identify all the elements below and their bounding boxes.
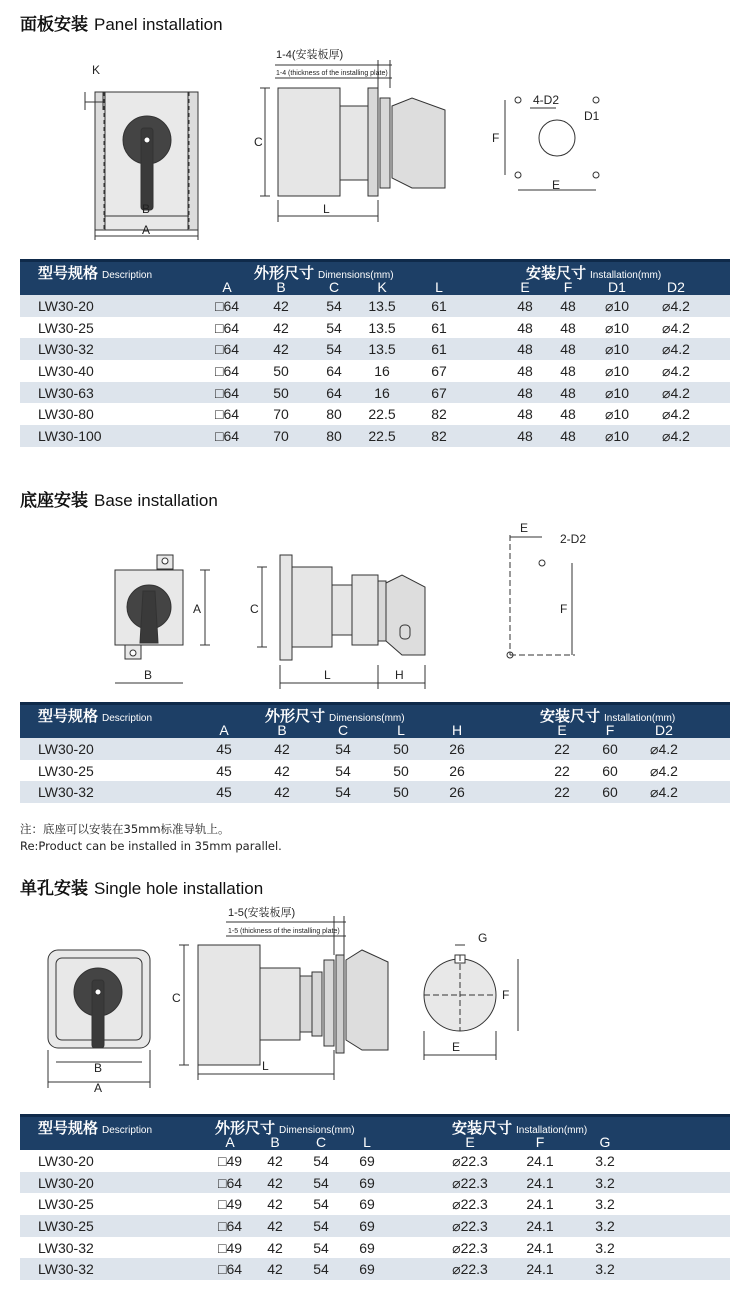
column-header: A [222, 279, 232, 295]
column-header: L [363, 1134, 371, 1150]
model-cell: LW30-32 [38, 1261, 94, 1278]
table-cell: 42 [267, 1174, 283, 1191]
dim-B: B [94, 1061, 103, 1075]
model-cell: LW30-25 [38, 1196, 94, 1213]
table-cell: □64 [217, 1261, 243, 1278]
table-cell: □49 [217, 1196, 243, 1213]
table-cell: 54 [313, 1196, 329, 1213]
section-title-cn: 单孔安装 [20, 879, 88, 899]
table-row [20, 317, 730, 339]
plate-thickness-label: 1-5(安装板厚) [228, 907, 296, 919]
table-cell: 24.1 [526, 1153, 554, 1169]
table-cell: 50 [393, 762, 409, 779]
table-cell: 26 [449, 762, 465, 779]
column-header: K [377, 279, 387, 295]
table-cell: ⌀22.3 [452, 1218, 488, 1235]
column-header: F [535, 1134, 545, 1150]
table-cell: □64 [214, 384, 240, 401]
table-cell: 42 [273, 319, 289, 336]
table-cell: 67 [431, 363, 447, 380]
table-row [20, 403, 730, 425]
column-header: G [599, 1134, 611, 1150]
table-cell: 24.1 [526, 1261, 554, 1278]
table-cell: 48 [560, 384, 576, 401]
column-header: F [605, 722, 615, 738]
header-text: 外形尺寸 [215, 1120, 276, 1137]
table-cell: 3.2 [595, 1174, 615, 1191]
dim-D1: D1 [584, 109, 600, 123]
table-cell: ⌀4.2 [662, 406, 690, 423]
table-cell: 42 [267, 1153, 283, 1169]
table-cell: 61 [431, 319, 447, 336]
dim-B: B [142, 202, 151, 216]
table-cell: □49 [217, 1153, 243, 1169]
column-header: C [337, 722, 349, 738]
panel-dimension-table [20, 259, 730, 447]
table-cell: 48 [517, 384, 533, 401]
header-text: Installation(mm) [516, 1125, 588, 1136]
column-header: H [451, 722, 463, 738]
header-text: 安装尺寸 [452, 1120, 513, 1137]
table-cell: □64 [214, 341, 240, 358]
table-cell: ⌀10 [604, 406, 630, 423]
table-cell: 54 [335, 784, 351, 801]
table-header [20, 702, 730, 738]
model-cell: LW30-25 [38, 1218, 94, 1235]
column-header: L [435, 279, 443, 295]
table-cell: 42 [267, 1261, 283, 1278]
section-title-base [20, 486, 218, 511]
section-title-en: Panel installation [94, 15, 223, 34]
single-hole-dimension-table [20, 1114, 730, 1280]
plate-thickness-label-en: 1-5 (thickness of the installing plate) [228, 928, 340, 935]
table-cell: 48 [560, 428, 576, 445]
dim-F: F [502, 988, 510, 1002]
dim-C: C [172, 991, 181, 1005]
header-text: 型号规格 [38, 1120, 99, 1137]
header-text: 安装尺寸 [540, 708, 601, 725]
table-cell: 54 [335, 741, 351, 757]
table-cell: ⌀4.2 [662, 363, 690, 380]
table-cell: 13.5 [368, 341, 396, 358]
plate-thickness-label: 1-4(安装板厚) [276, 49, 344, 61]
table-row [20, 1193, 730, 1215]
table-cell: 24.1 [526, 1174, 554, 1191]
model-cell: LW30-63 [38, 384, 94, 401]
table-cell: 48 [560, 363, 576, 380]
header-text: Description [102, 713, 153, 724]
table-cell: 24.1 [526, 1218, 554, 1235]
table-cell: 54 [313, 1153, 329, 1169]
dim-C: C [254, 135, 263, 149]
table-cell: 42 [267, 1196, 283, 1213]
column-header: E [465, 1134, 475, 1150]
table-cell: ⌀10 [604, 341, 630, 358]
table-cell: 13.5 [368, 319, 396, 336]
table-cell: 54 [335, 762, 351, 779]
table-cell: 22 [554, 741, 570, 757]
column-header: B [277, 722, 287, 738]
table-cell: 82 [431, 428, 447, 445]
table-cell: ⌀4.2 [662, 341, 690, 358]
table-row [20, 1237, 730, 1259]
table-cell: 3.2 [595, 1239, 615, 1256]
dim-A: A [142, 223, 151, 237]
table-cell: 22 [554, 784, 570, 801]
plate-thickness-label-en: 1-4 (thickness of the installing plate) [276, 70, 388, 77]
header-text: Dimensions(mm) [279, 1125, 355, 1136]
table-cell: ⌀4.2 [662, 298, 690, 314]
table-cell: 16 [374, 384, 390, 401]
note-cn: 注：底座可以安装在35mm标准导轨上。 [20, 822, 230, 836]
table-cell: 48 [560, 341, 576, 358]
model-cell: LW30-80 [38, 406, 94, 423]
model-cell: LW30-100 [38, 428, 102, 445]
header-text: Installation(mm) [590, 270, 662, 281]
table-row [20, 382, 730, 404]
table-cell: □64 [214, 319, 240, 336]
table-row [20, 1215, 730, 1237]
table-cell: 64 [326, 363, 342, 380]
table-cell: 64 [326, 384, 342, 401]
dim-C: C [250, 602, 259, 616]
header-text: Installation(mm) [604, 713, 676, 724]
table-cell: □64 [214, 428, 240, 445]
dim-E: E [452, 1040, 461, 1054]
model-cell: LW30-25 [38, 319, 94, 336]
dim-G: G [478, 931, 488, 945]
table-row [20, 1172, 730, 1194]
table-cell: 61 [431, 298, 447, 314]
table-cell: 42 [267, 1218, 283, 1235]
dim-H: H [395, 668, 404, 682]
table-cell: 80 [326, 428, 342, 445]
header-text: Dimensions(mm) [329, 713, 405, 724]
table-cell: 48 [560, 319, 576, 336]
table-cell: 69 [359, 1261, 375, 1278]
table-cell: 69 [359, 1174, 375, 1191]
model-cell: LW30-32 [38, 341, 94, 358]
table-cell: 24.1 [526, 1239, 554, 1256]
table-cell: 42 [274, 784, 290, 801]
table-cell: 54 [326, 298, 342, 314]
table-row [20, 425, 730, 447]
table-row [20, 360, 730, 382]
column-header: B [276, 279, 286, 295]
model-cell: LW30-20 [38, 1153, 94, 1169]
table-cell: ⌀4.2 [650, 741, 678, 757]
table-cell: ⌀4.2 [662, 428, 690, 445]
table-cell: 70 [273, 428, 289, 445]
dim-4-D2: 4-D2 [533, 93, 560, 107]
dim-F: F [492, 131, 500, 145]
column-header: C [315, 1134, 327, 1150]
column-header: B [270, 1134, 280, 1150]
table-cell: ⌀10 [604, 428, 630, 445]
header-text: 型号规格 [38, 265, 99, 282]
table-cell: 42 [267, 1239, 283, 1256]
table-cell: 42 [274, 741, 290, 757]
table-cell: ⌀4.2 [662, 384, 690, 401]
dim-L: L [324, 668, 331, 682]
table-cell: 48 [517, 363, 533, 380]
column-header: C [328, 279, 340, 295]
table-row [20, 1258, 730, 1280]
model-cell: LW30-32 [38, 784, 94, 801]
table-cell: 48 [517, 298, 533, 314]
table-cell: □64 [214, 298, 240, 314]
table-cell: 54 [313, 1218, 329, 1235]
table-cell: ⌀4.2 [650, 784, 678, 801]
column-header: A [225, 1134, 235, 1150]
model-cell: LW30-25 [38, 762, 94, 779]
table-cell: 42 [273, 298, 289, 314]
table-cell: 54 [326, 319, 342, 336]
dim-A: A [193, 602, 202, 616]
table-cell: ⌀22.3 [452, 1261, 488, 1278]
column-header: F [563, 279, 573, 295]
base-installation-drawing [0, 515, 750, 695]
table-cell: 22.5 [368, 406, 396, 423]
header-text: 型号规格 [38, 708, 99, 725]
table-cell: 60 [602, 762, 618, 779]
header-text: 外形尺寸 [265, 708, 326, 725]
table-cell: □49 [217, 1239, 243, 1256]
header-text: Description [102, 270, 153, 281]
table-cell: ⌀4.2 [662, 319, 690, 336]
panel-installation-drawing [0, 40, 750, 250]
dim-A: A [94, 1081, 103, 1095]
dim-B: B [144, 668, 153, 682]
column-header: E [520, 279, 530, 295]
table-cell: □64 [214, 406, 240, 423]
table-cell: 70 [273, 406, 289, 423]
column-header: D1 [608, 279, 626, 295]
table-cell: ⌀10 [604, 298, 630, 314]
header-text: 外形尺寸 [254, 265, 315, 282]
section-title-cn: 面板安装 [20, 15, 88, 35]
table-cell: □64 [217, 1174, 243, 1191]
table-cell: 48 [560, 298, 576, 314]
column-header: L [397, 722, 405, 738]
table-cell: ⌀10 [604, 363, 630, 380]
table-cell: 45 [216, 762, 232, 779]
table-cell: 24.1 [526, 1196, 554, 1213]
note-en: Re:Product can be installed in 35mm parallel. [20, 839, 282, 853]
base-dimension-table [20, 702, 730, 803]
section-title-en: Single hole installation [94, 879, 264, 898]
table-cell: □64 [214, 363, 240, 380]
table-cell: 54 [313, 1261, 329, 1278]
table-cell: 45 [216, 784, 232, 801]
table-cell: 69 [359, 1196, 375, 1213]
table-row [20, 738, 730, 760]
table-row [20, 760, 730, 782]
table-row [20, 295, 730, 317]
model-cell: LW30-40 [38, 363, 94, 380]
section-title-panel [20, 10, 223, 35]
section-title-en: Base installation [94, 491, 218, 510]
table-cell: 48 [517, 341, 533, 358]
table-cell: 16 [374, 363, 390, 380]
table-row [20, 338, 730, 360]
table-cell: 22 [554, 762, 570, 779]
table-cell: ⌀22.3 [452, 1239, 488, 1256]
table-cell: 69 [359, 1239, 375, 1256]
dim-2-D2: 2-D2 [560, 532, 587, 546]
model-cell: LW30-20 [38, 741, 94, 757]
table-cell: 13.5 [368, 298, 396, 314]
model-cell: LW30-20 [38, 298, 94, 314]
table-cell: 45 [216, 741, 232, 757]
header-text: 安装尺寸 [526, 265, 587, 282]
table-cell: 48 [517, 428, 533, 445]
table-cell: 69 [359, 1218, 375, 1235]
table-cell: 82 [431, 406, 447, 423]
section-title-cn: 底座安装 [20, 491, 88, 511]
column-header: E [557, 722, 567, 738]
dim-E: E [520, 521, 529, 535]
section-title-single [20, 874, 263, 899]
header-text: Description [102, 1125, 153, 1136]
single-hole-drawing [0, 900, 750, 1105]
model-cell: LW30-32 [38, 1239, 94, 1256]
header-text: Dimensions(mm) [318, 270, 394, 281]
table-cell: 48 [517, 406, 533, 423]
table-cell: 54 [313, 1174, 329, 1191]
dim-F: F [560, 602, 568, 616]
table-cell: 22.5 [368, 428, 396, 445]
table-cell: 48 [517, 319, 533, 336]
table-header [20, 259, 730, 295]
dim-E: E [552, 178, 561, 192]
table-cell: 60 [602, 741, 618, 757]
column-header: D2 [667, 279, 685, 295]
table-cell: ⌀4.2 [650, 762, 678, 779]
table-cell: 50 [393, 784, 409, 801]
column-header: D2 [655, 722, 673, 738]
table-cell: □64 [217, 1218, 243, 1235]
table-cell: 50 [273, 363, 289, 380]
table-cell: ⌀22.3 [452, 1174, 488, 1191]
table-cell: 54 [326, 341, 342, 358]
table-cell: 50 [273, 384, 289, 401]
table-cell: 61 [431, 341, 447, 358]
table-cell: 26 [449, 741, 465, 757]
table-cell: ⌀22.3 [452, 1153, 488, 1169]
column-header: A [219, 722, 229, 738]
table-cell: 80 [326, 406, 342, 423]
table-cell: 3.2 [595, 1153, 615, 1169]
table-cell: 26 [449, 784, 465, 801]
dim-K: K [92, 63, 101, 77]
table-cell: 3.2 [595, 1261, 615, 1278]
table-row [20, 1150, 730, 1172]
table-cell: 67 [431, 384, 447, 401]
dim-L: L [323, 202, 330, 216]
table-cell: 60 [602, 784, 618, 801]
table-cell: 48 [560, 406, 576, 423]
table-cell: 69 [359, 1153, 375, 1169]
table-cell: 3.2 [595, 1196, 615, 1213]
table-cell: 3.2 [595, 1218, 615, 1235]
table-cell: ⌀22.3 [452, 1196, 488, 1213]
table-cell: 42 [273, 341, 289, 358]
table-row [20, 781, 730, 803]
table-cell: 42 [274, 762, 290, 779]
model-cell: LW30-20 [38, 1174, 94, 1191]
table-header [20, 1114, 730, 1150]
table-cell: ⌀10 [604, 319, 630, 336]
table-cell: ⌀10 [604, 384, 630, 401]
table-cell: 50 [393, 741, 409, 757]
table-cell: 54 [313, 1239, 329, 1256]
dim-L: L [262, 1059, 269, 1073]
